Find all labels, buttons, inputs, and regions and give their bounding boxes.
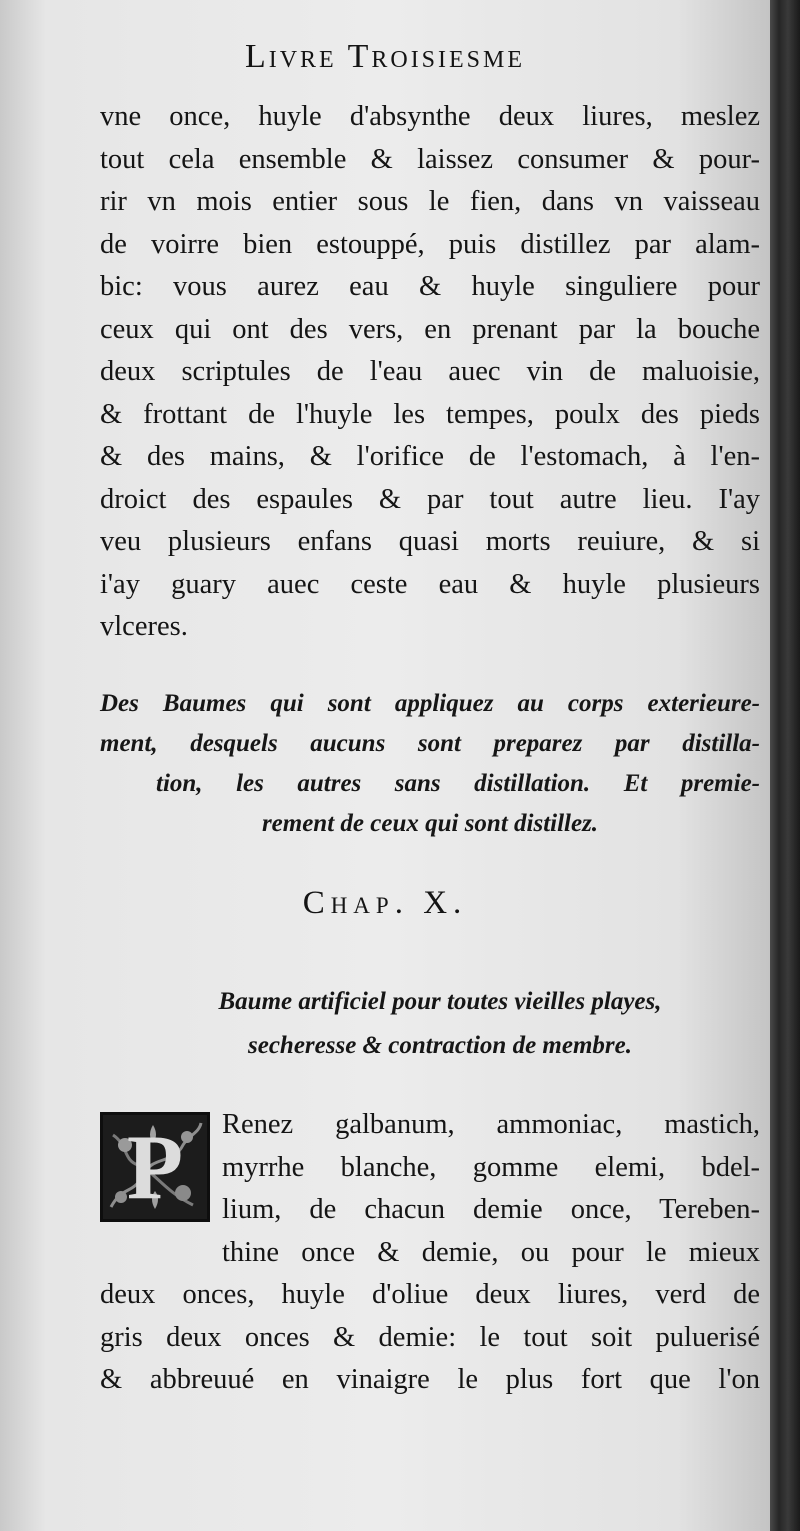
- text-line: veu plusieurs enfans quasi morts reuiure, & si: [100, 526, 760, 557]
- text-line: vlceres.: [100, 611, 188, 642]
- text-line: bic: vous aurez eau & huyle singuliere pour: [100, 271, 760, 302]
- chapter-subtitle: [120, 980, 760, 1068]
- paragraph-indented: [222, 1104, 760, 1274]
- page-edge: [770, 0, 800, 1531]
- text-line: rir vn mois entier sous le fien, dans vn vaisseau: [100, 186, 760, 217]
- running-head: Livre Troisiesme: [244, 38, 526, 75]
- text-line: & frottant de l'huyle les tempes, poulx des pieds: [100, 398, 760, 430]
- heading-line: tion, les autres sans distillation. Et premie-: [156, 770, 760, 797]
- text-line: lium, de chacun demie once, Tereben-: [222, 1194, 760, 1225]
- subtitle-line: Baume artificiel pour toutes vieilles playes,: [218, 988, 662, 1015]
- heading-line: ment, desquels aucuns sont preparez par distilla-: [100, 730, 760, 757]
- section-heading: [100, 684, 760, 844]
- heading-line: rement de ceux qui sont distillez.: [261, 810, 599, 837]
- text-line: & abbreuué en vinaigre le plus fort que l'on: [100, 1364, 760, 1395]
- text-line: gris deux onces & demie: le tout soit puluerisé: [100, 1321, 760, 1353]
- subtitle-line: secheresse & contraction de membre.: [248, 1032, 632, 1059]
- text-line: ceux qui ont des vers, en prenant par la bouche: [100, 313, 760, 345]
- text-line: deux onces, huyle d'oliue deux liures, verd de: [100, 1279, 760, 1310]
- text-line: myrrhe blanche, gomme elemi, bdel-: [222, 1151, 760, 1183]
- heading-line: Des Baumes qui sont appliquez au corps exterieure-: [100, 690, 760, 717]
- drop-cap-letter: P: [126, 1116, 184, 1218]
- ornamental-drop-cap: [100, 1112, 210, 1222]
- text-line: de voirre bien estouppé, puis distillez par alam-: [100, 228, 760, 260]
- text-line: & des mains, & l'orifice de l'estomach, à l'en-: [100, 441, 760, 472]
- text-line: thine once & demie, ou pour le mieux: [222, 1236, 760, 1268]
- chapter-title: Chap. X.: [302, 885, 468, 921]
- text-line: tout cela ensemble & laissez consumer & pour-: [100, 143, 760, 175]
- text-line: i'ay guary auec ceste eau & huyle plusieurs: [100, 568, 760, 600]
- paragraph-continued: [100, 96, 760, 649]
- text-line: droict des espaules & par tout autre lieu. I'ay: [100, 483, 760, 515]
- paragraph-full-width: [100, 1274, 760, 1402]
- text-line: deux scriptules de l'eau auec vin de maluoisie,: [100, 356, 760, 387]
- text-line: Renez galbanum, ammoniac, mastich,: [222, 1109, 760, 1140]
- text-line: vne once, huyle d'absynthe deux liures, meslez: [100, 101, 760, 132]
